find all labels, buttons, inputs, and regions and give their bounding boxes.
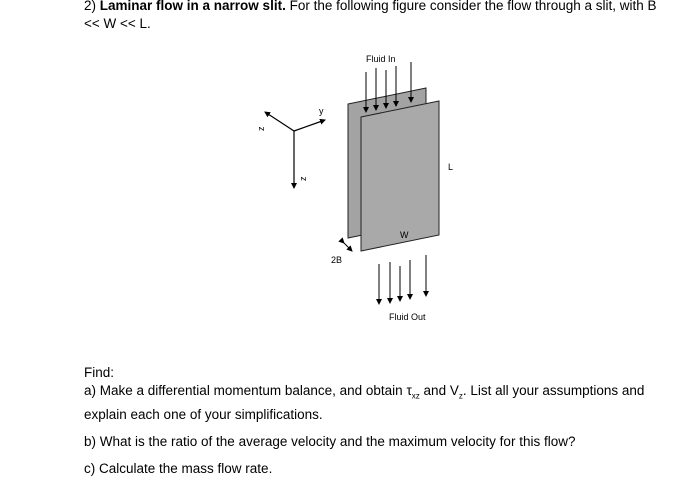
axis-z-upper-line bbox=[265, 112, 294, 131]
find-heading: Find: bbox=[84, 365, 115, 380]
problem-statement-line2: << W << L. bbox=[84, 16, 151, 31]
axis-z-upper-label: z bbox=[256, 126, 266, 131]
question-a-line2: explain each one of your simplifications. bbox=[84, 406, 323, 422]
question-b: b) What is the ratio of the average velocity and the maximum velocity for this flow? bbox=[84, 433, 576, 449]
coordinate-axes bbox=[256, 106, 325, 188]
problem-number: 2) bbox=[84, 0, 97, 13]
axis-y-line bbox=[294, 120, 325, 131]
question-a-and: and V bbox=[419, 383, 459, 398]
tau-symbol: τ bbox=[406, 383, 412, 398]
tau-subscript: xz bbox=[411, 391, 420, 401]
question-a bbox=[84, 382, 684, 424]
question-a-text-start: a) Make a differential momentum balance, and obtain bbox=[84, 383, 407, 398]
width-label-W: W bbox=[400, 230, 409, 240]
question-a-text-end: . List all your assumptions and bbox=[462, 383, 645, 398]
fluid-out-arrows bbox=[379, 255, 426, 304]
questions-section bbox=[84, 364, 684, 478]
gap-label-2B: 2B bbox=[331, 255, 343, 265]
length-label-L: L bbox=[448, 162, 454, 172]
problem-statement-line1: For the following figure consider the flow through a slit, with B bbox=[289, 0, 657, 13]
fluid-out-label: Fluid Out bbox=[389, 312, 426, 322]
axis-z-lower-label: z bbox=[298, 176, 308, 181]
problem-title: Laminar flow in a narrow slit. bbox=[99, 0, 286, 13]
gap-dimension-arrow bbox=[344, 243, 352, 251]
axis-y-label: y bbox=[319, 106, 324, 116]
v-subscript: z bbox=[458, 391, 463, 401]
front-plate bbox=[361, 101, 439, 251]
fluid-in-label: Fluid In bbox=[366, 54, 396, 64]
question-c: c) Calculate the mass flow rate. bbox=[84, 460, 273, 476]
